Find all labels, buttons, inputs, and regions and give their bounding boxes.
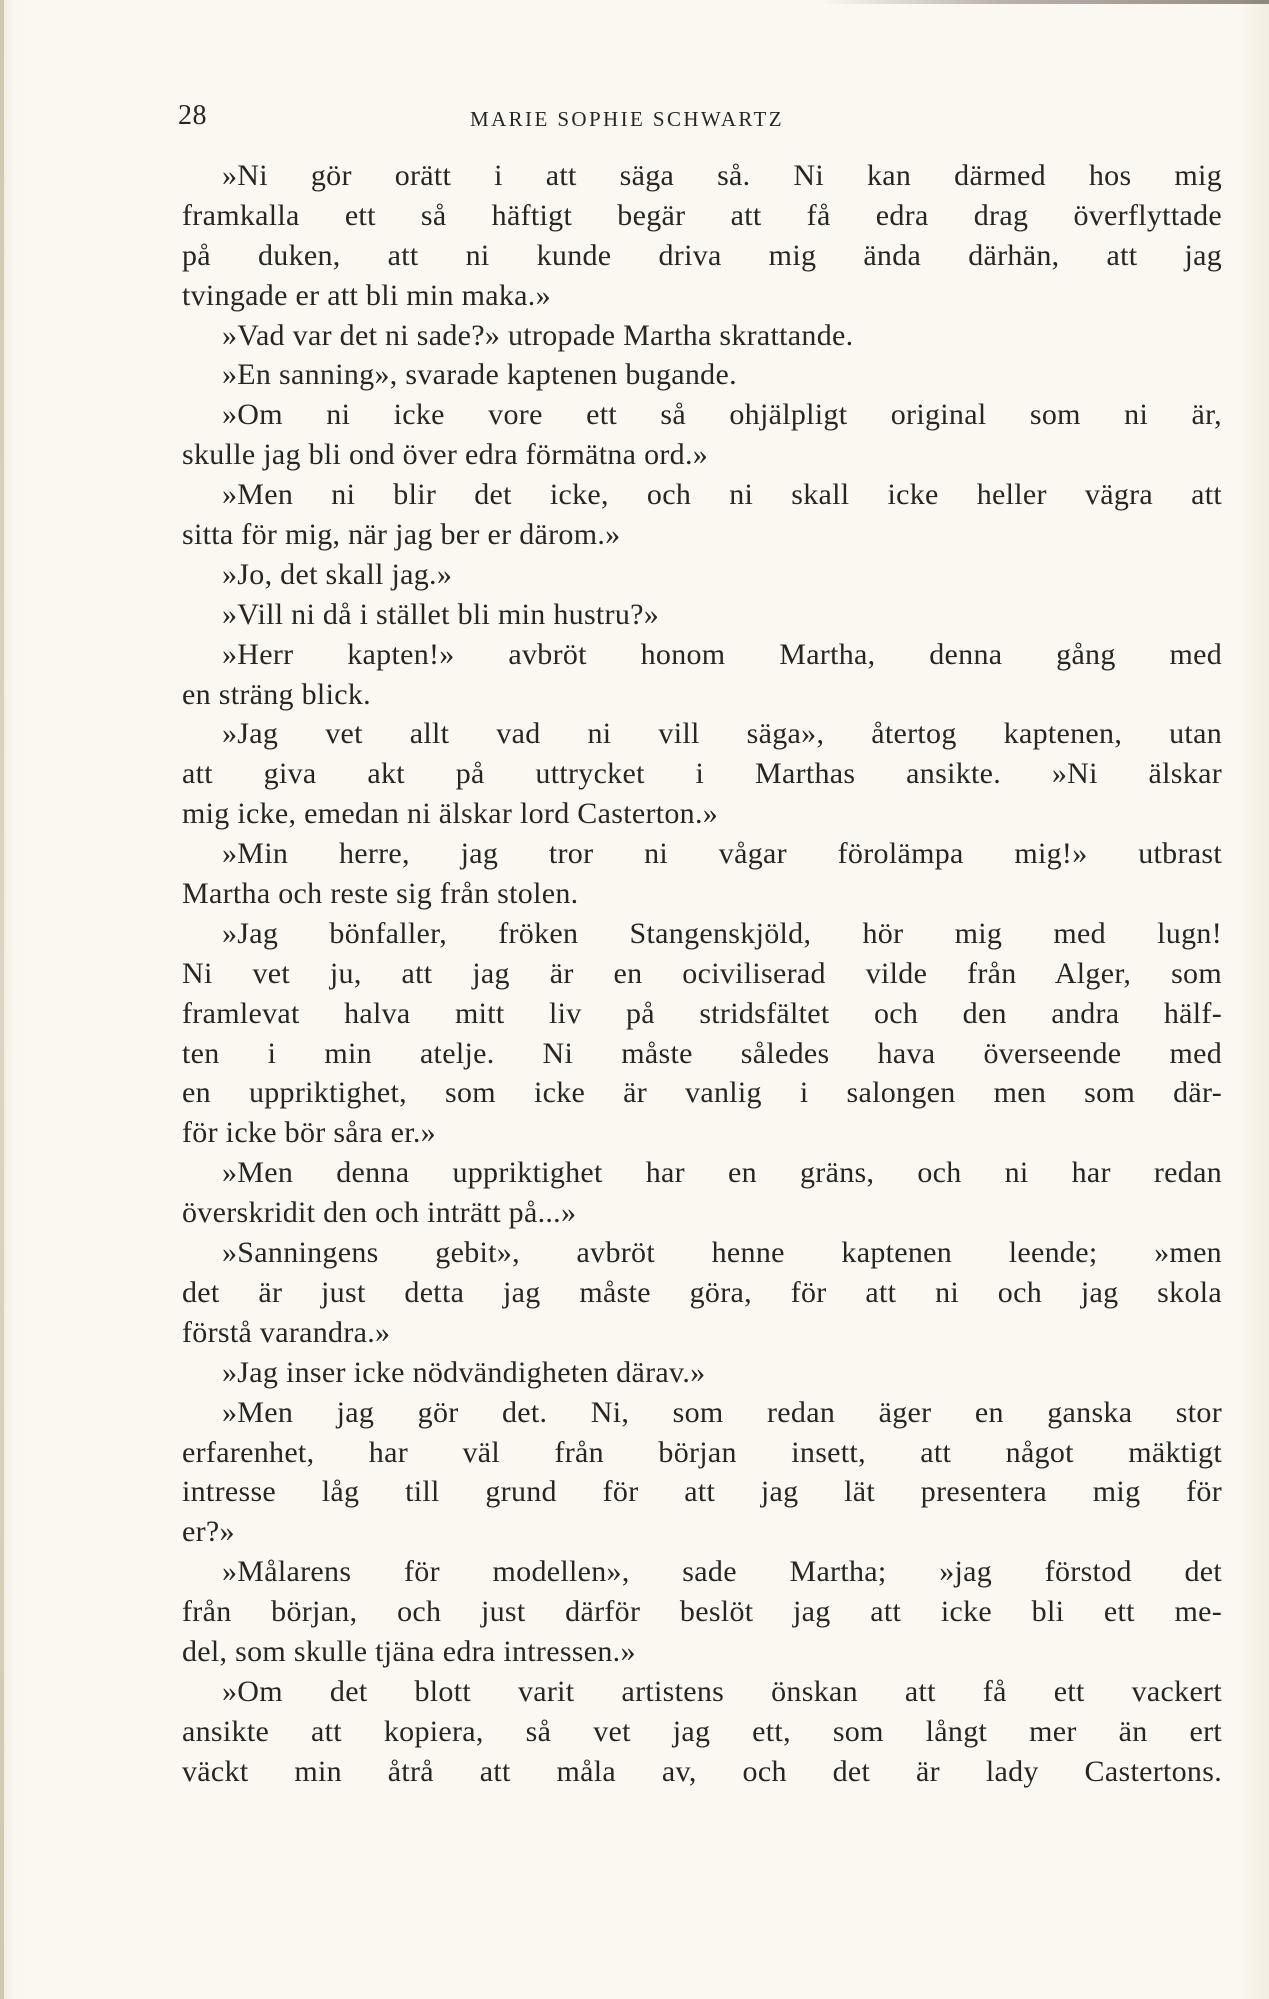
text-line: »Vad var det ni sade?» utropade Martha skrattande. — [222, 318, 854, 352]
running-head: MARIE SOPHIE SCHWARTZ — [470, 107, 784, 131]
text-line: för icke bör såra er.» — [182, 1116, 436, 1150]
text-line: från början, och just därför beslöt jag att icke bli ett me- — [182, 1595, 1222, 1629]
page-header — [178, 100, 1218, 140]
text-line: ansikte att kopiera, så vet jag ett, som långt mer än ert — [182, 1714, 1222, 1748]
text-line: mig icke, emedan ni älskar lord Casterton.» — [182, 797, 719, 831]
top-edge-mark — [820, 0, 1269, 4]
text-line: »Jag bönfaller, fröken Stangenskjöld, hör mig med lugn! — [222, 916, 1222, 950]
text-line: intresse låg till grund för att jag lät presentera mig för — [182, 1475, 1222, 1509]
text-line: att giva akt på uttrycket i Marthas ansikte. »Ni älskar — [182, 757, 1222, 791]
text-line: en uppriktighet, som icke är vanlig i salongen men som där- — [182, 1076, 1222, 1110]
text-line: »Min herre, jag tror ni vågar förolämpa mig!» utbrast — [222, 837, 1222, 871]
text-line: »En sanning», svarade kaptenen bugande. — [222, 358, 737, 392]
text-line: skulle jag bli ond över edra förmätna ord.» — [182, 438, 709, 472]
text-line: tvingade er att bli min maka.» — [182, 278, 551, 312]
text-line: er?» — [182, 1515, 235, 1549]
text-line: framlevat halva mitt liv på stridsfältet och den andra hälf- — [182, 996, 1222, 1030]
text-line: erfarenhet, har väl från början insett, att något mäktigt — [182, 1435, 1222, 1469]
text-line: en sträng blick. — [182, 677, 371, 711]
page-number: 28 — [178, 100, 207, 131]
text-line: överskridit den och inträtt på...» — [182, 1196, 577, 1230]
text-line: »Vill ni då i stället bli min hustru?» — [222, 597, 660, 631]
text-line: »Ni gör orätt i att säga så. Ni kan därmed hos mig — [222, 159, 1222, 192]
page-edge-shadow — [0, 0, 4, 1999]
text-line: »Sanningens gebit», avbröt henne kaptenen leende; »men — [222, 1236, 1222, 1270]
text-line: »Men ni blir det icke, och ni skall icke heller vägra att — [222, 478, 1222, 512]
text-line: förstå varandra.» — [182, 1315, 391, 1349]
text-line: framkalla ett så häftigt begär att få edra drag överflyttade — [182, 198, 1222, 232]
text-line: »Om ni icke vore ett så ohjälpligt original som ni är, — [222, 398, 1222, 432]
text-line: »Men jag gör det. Ni, som redan äger en ganska stor — [222, 1395, 1222, 1429]
text-line: »Men denna uppriktighet har en gräns, och ni har redan — [222, 1156, 1222, 1190]
text-line: »Jag vet allt vad ni vill säga», återtog kaptenen, utan — [222, 717, 1222, 751]
text-line: väckt min åtrå att måla av, och det är lady Castertons. — [182, 1754, 1222, 1788]
text-line: »Om det blott varit artistens önskan att få ett vackert — [222, 1674, 1222, 1708]
text-line: sitta för mig, när jag ber er därom.» — [182, 518, 621, 552]
text-line: Ni vet ju, att jag är en ociviliserad vilde från Alger, som — [182, 956, 1222, 990]
text-line: »Målarens för modellen», sade Martha; »jag förstod det — [222, 1555, 1222, 1589]
text-line: »Jo, det skall jag.» — [222, 557, 453, 591]
text-line: ten i min atelje. Ni måste således hava överseende med — [182, 1036, 1222, 1070]
text-line: »Jag inser icke nödvändigheten därav.» — [222, 1355, 706, 1389]
text-line: Martha och reste sig från stolen. — [182, 877, 579, 911]
body-text — [182, 156, 1222, 1792]
text-line: »Herr kapten!» avbröt honom Martha, denna gång med — [222, 637, 1222, 671]
text-line: del, som skulle tjäna edra intressen.» — [182, 1634, 636, 1668]
text-line: på duken, att ni kunde driva mig ända därhän, att jag — [182, 238, 1222, 272]
text-line: det är just detta jag måste göra, för att ni och jag skola — [182, 1275, 1222, 1309]
